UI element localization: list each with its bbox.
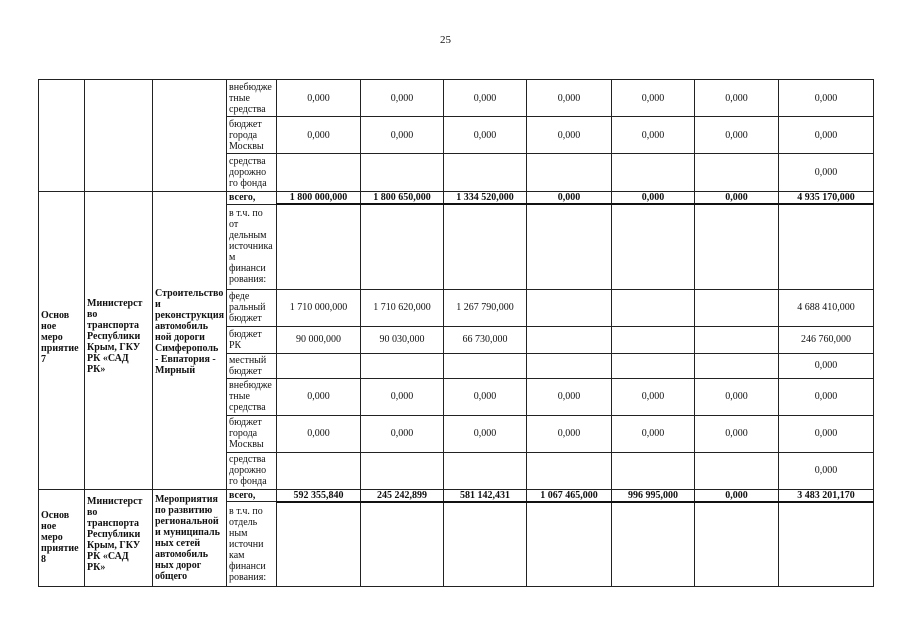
source-cell (227, 154, 277, 192)
value-cell (361, 452, 444, 489)
source-cell-line: го фонда (229, 178, 267, 189)
value-cell (527, 353, 612, 378)
source-cell-line: отдель (229, 516, 258, 528)
executor-cell-line: Крым, ГКУ (87, 539, 141, 551)
executor-cell-line: во (87, 309, 98, 320)
value-cell (527, 326, 612, 353)
description-cell (153, 489, 227, 587)
value-cell (361, 353, 444, 378)
source-cell-line: города (229, 428, 258, 439)
activity-label-cell-line: 7 (41, 354, 46, 365)
source-cell-line: ным (229, 527, 248, 539)
activity-label-cell-line: ное (41, 321, 57, 332)
value-cell: 0,000 (277, 117, 361, 154)
source-cell-line: Москвы (229, 140, 264, 152)
activity-label-cell-line: Основ (41, 310, 70, 321)
value-cell: 90 000,000 (277, 326, 361, 353)
value-cell (527, 154, 612, 192)
source-cell-line: финанси (229, 263, 266, 274)
description-cell-line: Мероприятия (155, 493, 218, 505)
source-cell-line: местный (229, 354, 267, 366)
value-cell: 0,000 (612, 192, 695, 205)
value-cell (444, 154, 527, 192)
value-cell: 4 688 410,000 (779, 289, 874, 326)
source-cell-line: средства (229, 156, 266, 167)
executor-cell-line: Министерст (87, 298, 143, 309)
value-cell: 0,000 (779, 415, 874, 452)
value-cell: 0,000 (277, 80, 361, 117)
value-cell (277, 154, 361, 192)
value-cell (527, 502, 612, 587)
source-cell-line: источни (229, 538, 264, 550)
value-cell (277, 353, 361, 378)
value-cell: 0,000 (612, 415, 695, 452)
page-number: 25 (440, 34, 451, 46)
value-cell: 0,000 (779, 452, 874, 489)
value-cell (612, 326, 695, 353)
value-cell: 996 995,000 (612, 489, 695, 502)
source-cell-line: финанси (229, 560, 266, 572)
source-cell-line: дорожно (229, 167, 267, 178)
value-cell (612, 204, 695, 289)
value-cell (695, 502, 779, 587)
budget-table (38, 79, 874, 587)
value-cell: 1 800 000,000 (277, 192, 361, 205)
executor-cell-line: во (87, 506, 98, 518)
source-cell: всего, (227, 489, 277, 502)
value-cell: 0,000 (612, 378, 695, 415)
source-cell-line: внебюдже (229, 380, 272, 391)
description-cell-line: автомобиль (155, 321, 209, 332)
value-cell: 0,000 (361, 378, 444, 415)
value-cell: 0,000 (361, 80, 444, 117)
value-cell (527, 204, 612, 289)
value-cell (444, 452, 527, 489)
value-cell (612, 289, 695, 326)
value-cell (361, 204, 444, 289)
activity-label-cell-line: ное (41, 520, 57, 532)
value-cell: 0,000 (527, 192, 612, 205)
source-cell-line: ральный (229, 302, 266, 313)
source-cell-line: в т.ч. по (229, 208, 263, 219)
value-cell (779, 502, 874, 587)
value-cell (695, 289, 779, 326)
source-cell-line: источника (229, 241, 273, 252)
executor-cell-line: РК» (87, 561, 106, 573)
executor-cell-line: РК» (87, 364, 106, 375)
executor-cell-line: Крым, ГКУ (87, 342, 141, 353)
source-cell: всего, (227, 192, 277, 205)
value-cell: 3 483 201,170 (779, 489, 874, 502)
value-cell: 0,000 (444, 80, 527, 117)
activity-label-cell-line: 8 (41, 553, 46, 565)
value-cell: 0,000 (527, 80, 612, 117)
activity-label-cell (39, 489, 85, 587)
source-cell (227, 117, 277, 154)
value-cell: 90 030,000 (361, 326, 444, 353)
value-cell (695, 353, 779, 378)
value-cell (695, 204, 779, 289)
source-cell-line: РК (229, 339, 242, 351)
description-cell-line: региональной (155, 515, 219, 527)
description-cell-line: ных сетей (155, 537, 201, 549)
description-cell-line: ных дорог (155, 559, 202, 571)
source-cell-line: дельным (229, 230, 267, 241)
value-cell: 0,000 (779, 378, 874, 415)
executor-cell (85, 489, 153, 587)
source-cell-line: бюджет (229, 365, 262, 377)
value-cell: 1 267 790,000 (444, 289, 527, 326)
value-cell: 0,000 (695, 489, 779, 502)
description-cell-line: Симферополь (155, 343, 219, 354)
total-row (39, 192, 874, 205)
value-cell: 581 142,431 (444, 489, 527, 502)
value-cell: 0,000 (695, 117, 779, 154)
value-cell: 0,000 (612, 80, 695, 117)
value-cell (277, 502, 361, 587)
source-cell-line: м (229, 252, 236, 263)
description-cell-line: общего (155, 570, 188, 582)
executor-cell (85, 80, 153, 192)
executor-cell-line: Министерст (87, 495, 143, 507)
source-cell-line: средства (229, 103, 266, 115)
value-cell: 0,000 (695, 378, 779, 415)
value-cell: 245 242,899 (361, 489, 444, 502)
executor-cell-line: Республики (87, 528, 141, 540)
source-cell-line: бюджет (229, 118, 262, 130)
value-cell (612, 353, 695, 378)
value-cell: 0,000 (527, 415, 612, 452)
source-cell-line: бюджет (229, 328, 262, 340)
value-cell (361, 502, 444, 587)
value-cell: 0,000 (277, 378, 361, 415)
source-cell-line: рования: (229, 274, 267, 285)
activity-label-cell-line: приятие (41, 343, 79, 354)
value-cell (612, 154, 695, 192)
description-cell-line: Строительство (155, 288, 224, 299)
description-cell-line: реконструкция (155, 310, 224, 321)
description-cell-line: ной дороги (155, 332, 205, 343)
value-cell: 0,000 (779, 353, 874, 378)
source-cell (227, 378, 277, 415)
value-cell: 1 334 520,000 (444, 192, 527, 205)
value-cell: 0,000 (695, 192, 779, 205)
value-cell (779, 204, 874, 289)
description-cell-line: Мирный (155, 365, 196, 376)
description-cell (153, 80, 227, 192)
source-cell-line: Москвы (229, 439, 264, 450)
executor-cell-line: Республики (87, 331, 141, 342)
source-cell-line: бюджет (229, 417, 262, 428)
value-cell: 0,000 (779, 154, 874, 192)
table-row (39, 80, 874, 117)
value-cell: 1 710 000,000 (277, 289, 361, 326)
value-cell: 1 710 620,000 (361, 289, 444, 326)
source-cell (227, 326, 277, 353)
value-cell (695, 452, 779, 489)
source-cell-line: внебюдже (229, 81, 272, 93)
value-cell: 0,000 (444, 117, 527, 154)
source-cell (227, 289, 277, 326)
value-cell: 0,000 (361, 415, 444, 452)
executor-cell-line: транспорта (87, 517, 140, 529)
executor-cell (85, 192, 153, 490)
value-cell (444, 502, 527, 587)
source-cell-line: города (229, 129, 258, 141)
value-cell (361, 154, 444, 192)
executor-cell-line: транспорта (87, 320, 140, 331)
value-cell (695, 326, 779, 353)
total-row (39, 489, 874, 502)
source-cell (227, 415, 277, 452)
value-cell: 0,000 (527, 378, 612, 415)
source-cell (227, 502, 277, 587)
activity-label-cell-line: Основ (41, 509, 70, 521)
value-cell (444, 353, 527, 378)
activity-label-cell-line: меро (41, 332, 63, 343)
value-cell: 4 935 170,000 (779, 192, 874, 205)
value-cell: 0,000 (277, 415, 361, 452)
executor-cell-line: РК «САД (87, 353, 129, 364)
source-cell (227, 80, 277, 117)
source-cell-line: рования: (229, 571, 267, 583)
value-cell: 1 800 650,000 (361, 192, 444, 205)
description-cell-line: - Евпатория - (155, 354, 216, 365)
source-cell (227, 204, 277, 289)
description-cell (153, 192, 227, 490)
value-cell (277, 204, 361, 289)
source-cell-line: бюджет (229, 313, 262, 324)
source-cell-line: дорожно (229, 465, 267, 476)
value-cell: 0,000 (612, 117, 695, 154)
value-cell: 592 355,840 (277, 489, 361, 502)
value-cell: 0,000 (779, 80, 874, 117)
value-cell (695, 154, 779, 192)
value-cell: 246 760,000 (779, 326, 874, 353)
source-cell-line: феде (229, 291, 250, 302)
activity-label-cell (39, 192, 85, 490)
source-cell-line: средства (229, 454, 266, 465)
activity-label-cell-line: меро (41, 531, 63, 543)
value-cell (612, 452, 695, 489)
source-cell-line: тные (229, 92, 250, 104)
source-cell-line: тные (229, 391, 250, 402)
value-cell: 0,000 (695, 415, 779, 452)
source-cell-line: кам (229, 549, 245, 561)
value-cell (612, 502, 695, 587)
value-cell (444, 204, 527, 289)
activity-label-cell (39, 80, 85, 192)
source-cell (227, 353, 277, 378)
activity-label-cell-line: приятие (41, 542, 79, 554)
value-cell: 0,000 (444, 415, 527, 452)
source-cell-line: от (229, 219, 239, 230)
value-cell: 0,000 (444, 378, 527, 415)
value-cell: 0,000 (779, 117, 874, 154)
source-cell-line: средства (229, 402, 266, 413)
source-cell-line: в т.ч. по (229, 505, 263, 517)
value-cell: 66 730,000 (444, 326, 527, 353)
description-cell-line: по развитию (155, 504, 213, 516)
value-cell (277, 452, 361, 489)
value-cell (527, 452, 612, 489)
value-cell: 1 067 465,000 (527, 489, 612, 502)
source-cell-line: го фонда (229, 476, 267, 487)
value-cell (527, 289, 612, 326)
description-cell-line: и муниципаль (155, 526, 220, 538)
description-cell-line: и (155, 299, 161, 310)
value-cell: 0,000 (527, 117, 612, 154)
source-cell (227, 452, 277, 489)
value-cell: 0,000 (361, 117, 444, 154)
executor-cell-line: РК «САД (87, 550, 129, 562)
value-cell: 0,000 (695, 80, 779, 117)
description-cell-line: автомобиль (155, 548, 209, 560)
